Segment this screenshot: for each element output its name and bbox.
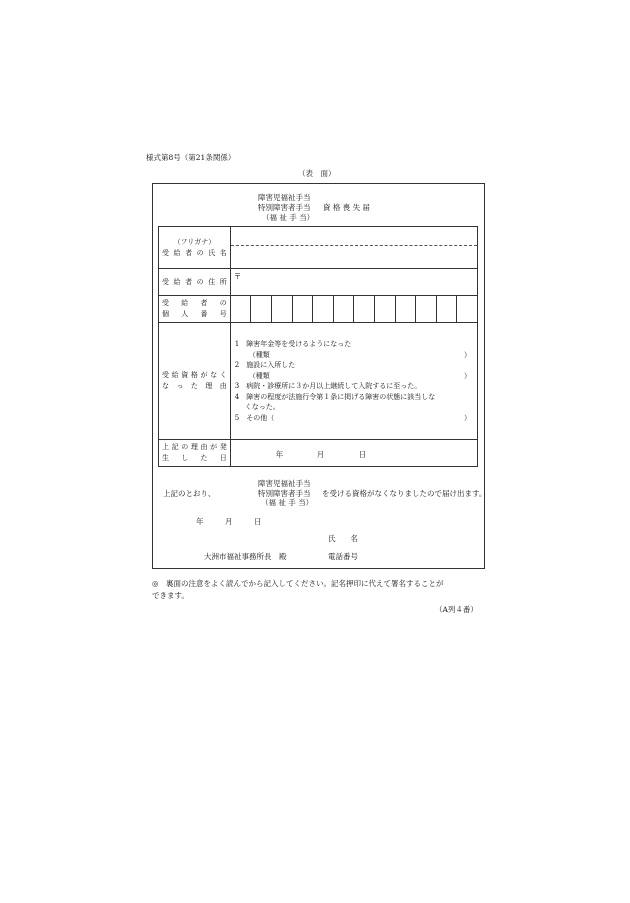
date-label-2: 生 し た 日 (162, 454, 227, 462)
submit-day: 日 (254, 517, 262, 526)
declaration-prefix: 上記のとおり、 (163, 489, 216, 498)
date-year: 年 (275, 450, 284, 459)
declaration-option-1: 障害児福祉手当 (258, 479, 311, 488)
reason-3: 3 病院・診療所に３か月以上継続して入院するに至った。 (234, 382, 422, 390)
declaration-suffix: を受ける資格がなくなりましたので届け出ます。 (322, 489, 487, 498)
number-digit-cell[interactable] (374, 296, 395, 323)
number-digit-cell[interactable] (251, 296, 272, 323)
title-option-2: 特別障害者手当 (258, 203, 311, 212)
submit-month: 月 (225, 517, 233, 526)
number-digit-cell[interactable] (416, 296, 437, 323)
number-digit-cell[interactable] (354, 296, 375, 323)
reason-2-type-label: （種類 (248, 371, 270, 380)
reason-2-type (235, 371, 471, 382)
reason-label-2: な っ た 理 由 (162, 382, 227, 390)
declaration-option-3: （福 祉 手 当） (261, 498, 314, 507)
reason-label-1: 受給資格がなく (162, 371, 227, 379)
address-label: 受給者の住所 (162, 277, 227, 286)
paper-size: （A列４番） (435, 605, 478, 614)
footer-note-2: できます。 (152, 591, 189, 600)
number-label-cell (159, 296, 231, 323)
reason-1-type (235, 350, 471, 361)
number-digit-cell[interactable] (271, 296, 292, 323)
footer-note-1: ◎ 裏面の注意をよく読んでから記入してください。記名押印に代えて署名することが (152, 579, 444, 588)
number-label-2: 個 人 番 号 (162, 310, 227, 318)
declaration-option-2: 特別障害者手当 (258, 489, 311, 498)
reason-5-close: ） (464, 413, 471, 422)
reason-label-cell (159, 323, 231, 440)
number-digit-cell[interactable] (395, 296, 416, 323)
form-table (158, 226, 478, 467)
reason-1: 1 障害年金等を受けるようになった (234, 340, 352, 348)
date-day: 日 (358, 450, 367, 459)
reason-4: 4 障害の程度が法施行令第１条に掲げる障害の状態に該当しな (234, 392, 436, 401)
date-label-cell (159, 440, 231, 467)
name-field[interactable] (230, 227, 477, 269)
addressee: 大洲市福祉事務所長 殿 (204, 552, 287, 561)
number-digit-cell[interactable] (313, 296, 334, 323)
reason-4-cont: くなった。 (244, 403, 280, 411)
form-number: 様式第8号（第21条関係） (146, 153, 236, 162)
reason-1-close: ） (464, 350, 471, 359)
address-field[interactable] (230, 269, 477, 296)
submit-year: 年 (196, 517, 204, 526)
reason-5-label: 5 その他（ (234, 413, 275, 422)
name-label-cell (159, 227, 231, 269)
number-digit-cell[interactable] (230, 296, 251, 323)
furigana-line (231, 227, 477, 246)
address-label-cell (159, 269, 231, 296)
reason-5 (235, 413, 471, 424)
reason-1-type-label: （種類 (248, 350, 270, 359)
number-digit-cell[interactable] (292, 296, 313, 323)
postal-mark: 〒 (233, 272, 242, 281)
side-label: （表 面） (298, 169, 336, 178)
furigana-label: （フリガナ） (173, 237, 216, 246)
number-label-1: 受 給 者 の (162, 299, 227, 307)
date-label-1: 上記の理由が発 (162, 443, 227, 451)
name-label: 受給者の氏名 (162, 248, 227, 257)
number-digit-cell[interactable] (436, 296, 457, 323)
title-option-1: 障害児福祉手当 (258, 193, 311, 202)
title-option-3: （福 祉 手 当） (262, 213, 315, 222)
applicant-name-label: 氏 名 (328, 534, 358, 543)
number-digit-cell[interactable] (457, 296, 478, 323)
reason-2: 2 施設に入所した (234, 361, 296, 369)
date-field[interactable] (230, 440, 477, 467)
reason-options[interactable] (230, 323, 477, 440)
reason-2-close: ） (464, 371, 471, 380)
title-suffix: 資 格 喪 失 届 (323, 203, 371, 212)
phone-label: 電話番号 (328, 552, 358, 561)
date-month: 月 (316, 450, 325, 459)
number-digit-cell[interactable] (333, 296, 354, 323)
